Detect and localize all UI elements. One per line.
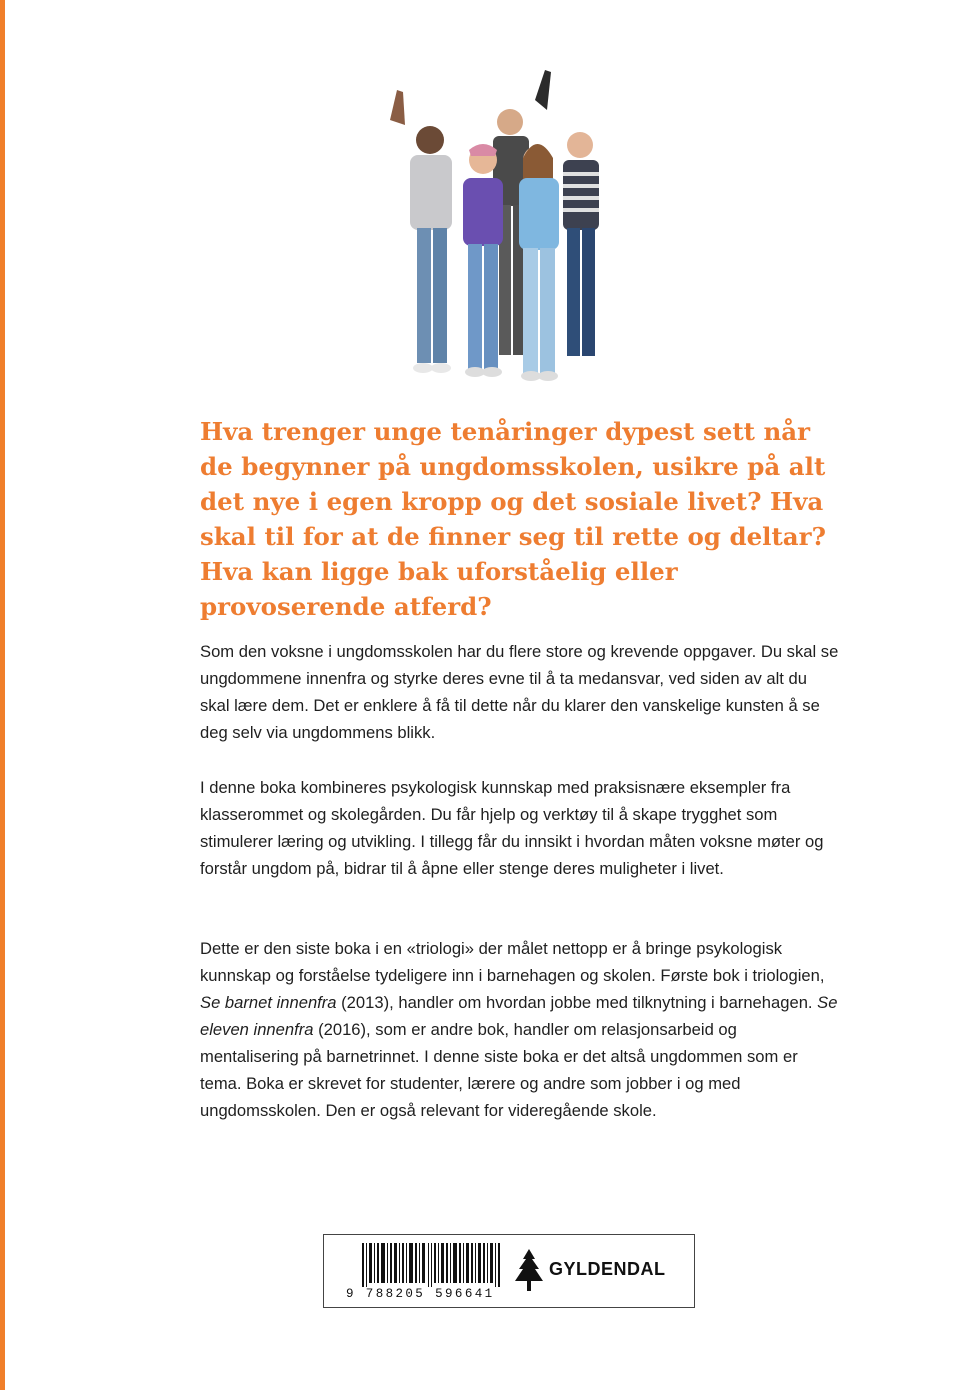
paragraph-2: I denne boka kombineres psykologisk kunnskap med praksisnære eksempler fra klasserommet og skolegården. Du får hjelp og verktøy til å skape trygghet som stimulerer læring og utvikling. I tillegg får du innsikt i hvordan måten voksne møter og forstår ungdom på, bidrar til å åpne eller stenge deres muligheter i livet. [200, 778, 824, 878]
teen-right [563, 132, 599, 356]
publisher-name: GYLDENDAL [549, 1259, 666, 1279]
paragraph-1: Som den voksne i ungdomsskolen har du flere store og krevende oppgaver. Du skal se ungdommene innenfra og styrke deres evne til å ta medansvar, ved siden av alt du skal lære dem. Det er enklere å få til dette når du klarer den vanskelige kunsten å se deg selv via ungdommens blikk. [200, 642, 839, 742]
back-cover-headline: Hva trenger unge tenåringer dypest sett når de begynner på ungdomsskolen, usikre på alt det nye i egen kropp og det sosiale livet? Hva skal til for at de finner seg til rette og deltar? Hva kan ligge bak uforståelig eller provoserende atferd? [200, 417, 826, 621]
teen-purple [463, 144, 503, 377]
paragraph-3-part-1: Dette er den siste boka i en «triologi» der målet nettopp er å bringe psykologisk kunnskap og forståelse tydeligere inn i barnehagen og skolen. Første bok i triologien, [200, 939, 825, 985]
book-title-1: Se barnet innenfra [200, 993, 337, 1012]
teen-left [390, 90, 452, 373]
paragraph-3-part-2: (2013), handler om hvordan jobbe med tilknytning i barnehagen. [336, 993, 818, 1012]
teen-lightblue [519, 144, 559, 381]
barcode-box [323, 1234, 695, 1308]
isbn-digits: 9 788205 596641 [346, 1287, 495, 1301]
orange-spine-stripe [0, 0, 5, 1390]
publisher-logo [509, 1247, 689, 1292]
paragraph-3-part-3: (2016), som er andre bok, handler om relasjonsarbeid og mentalisering på barnetrinnet. I denne siste boka er det altså ungdommen som er tema. Boka er skrevet for studenter, lærere og andre som jobber i og med ungdomsskolen. Den er også relevant for videregående skole. [200, 1020, 798, 1120]
barcode [362, 1243, 502, 1287]
teenagers-photo [375, 60, 625, 390]
tree-icon [513, 1249, 545, 1291]
book-title-2: Se eleven innenfra [200, 993, 838, 1039]
paragraph-3 [200, 935, 840, 1124]
